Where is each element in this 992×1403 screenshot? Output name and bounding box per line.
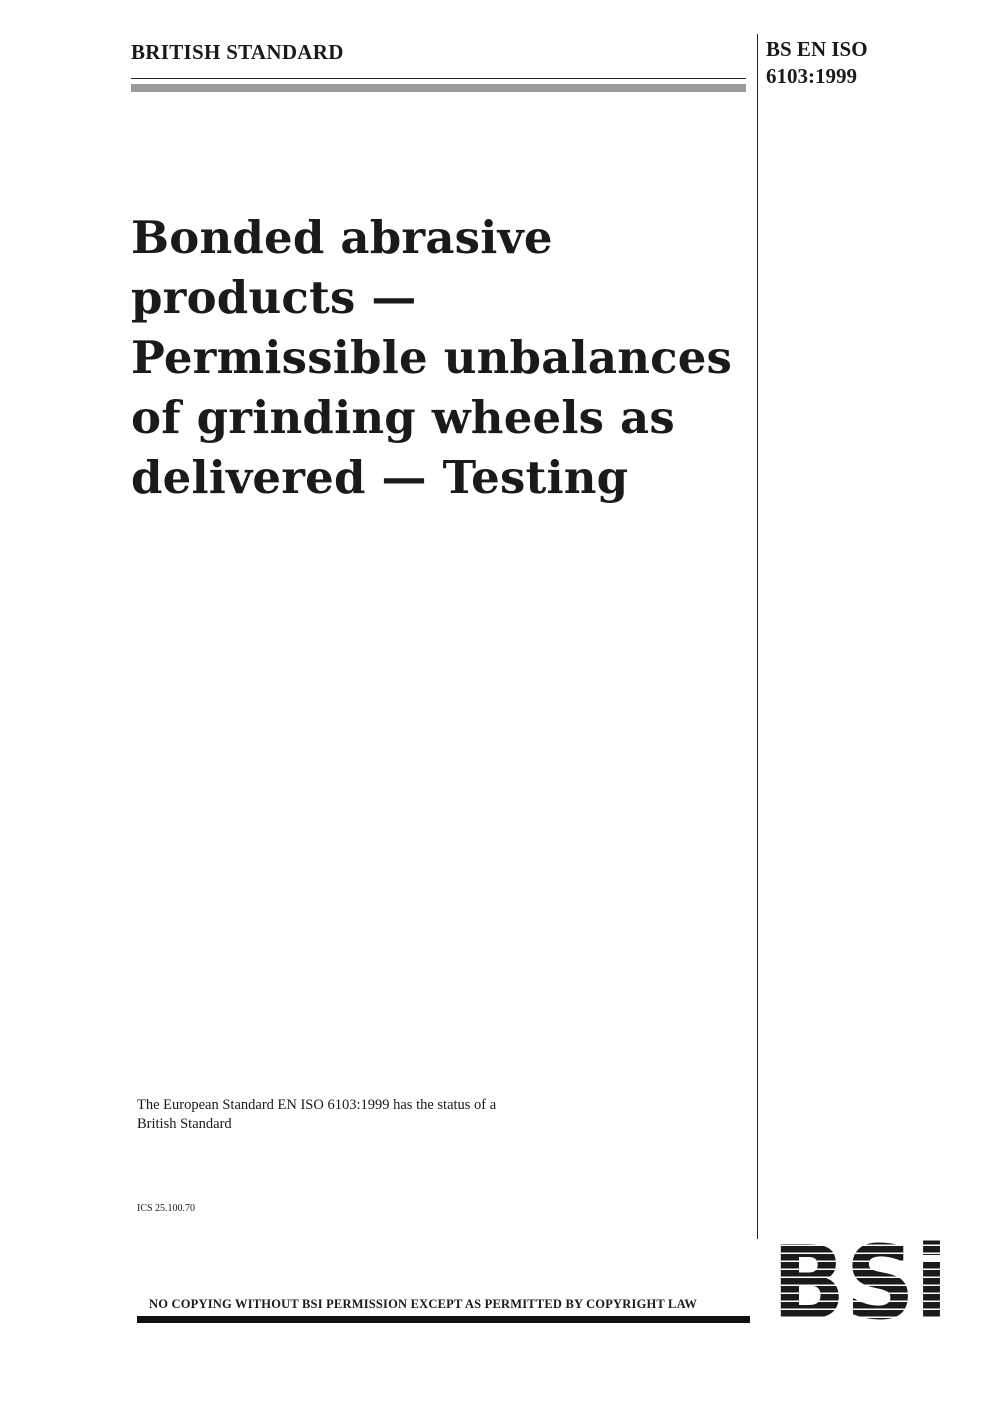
bsi-logo-icon (774, 1238, 949, 1324)
vertical-divider (757, 34, 758, 1239)
copyright-notice: NO COPYING WITHOUT BSI PERMISSION EXCEPT AS PERMITTED BY COPYRIGHT LAW (149, 1297, 698, 1311)
title-line: products — (131, 271, 417, 324)
title-line: Bonded abrasive (131, 211, 553, 264)
header-gray-bar (131, 84, 746, 92)
title-line: of grinding wheels as (131, 391, 675, 444)
standard-number (766, 36, 868, 90)
header-rule (131, 78, 746, 79)
title-line: delivered — Testing (131, 451, 629, 504)
standard-number-line2: 6103:1999 (766, 64, 857, 88)
ics-code: ICS 25.100.70 (137, 1203, 196, 1214)
status-statement (137, 1096, 597, 1134)
standard-number-line1: BS EN ISO (766, 37, 868, 61)
document-title (131, 208, 731, 508)
document-series-label: BRITISH STANDARD (131, 40, 344, 64)
status-line1: The European Standard EN ISO 6103:1999 has the status of a (137, 1097, 497, 1113)
title-line: Permissible unbalances (131, 331, 733, 384)
footer-bar (137, 1316, 750, 1323)
status-line2: British Standard (137, 1116, 232, 1132)
